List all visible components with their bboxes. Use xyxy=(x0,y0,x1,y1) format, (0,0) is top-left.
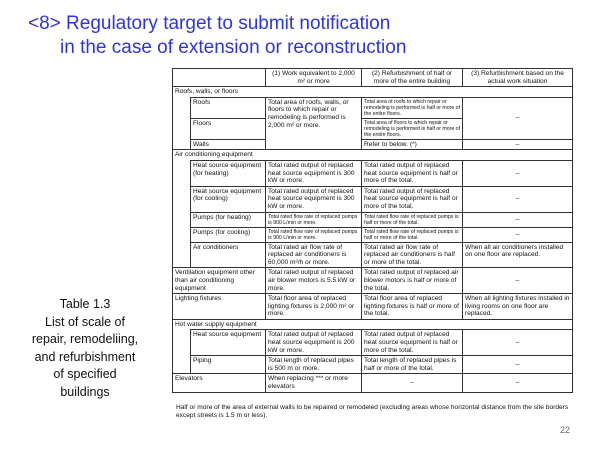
hw-heat-col1: Total rated output of replaced heat source equipment is 200 kW or more. xyxy=(266,330,362,356)
piping-col3: – xyxy=(463,356,573,374)
elevators-col1: When replacing *** or more elevators xyxy=(266,374,362,392)
header-col1: (1) Work equivalent to 2,000 m² or more xyxy=(266,69,362,87)
row-label-piping: Piping xyxy=(191,356,266,374)
table-row xyxy=(173,294,573,320)
air-cond-col1: Total rated air flow rate of replaced air conditioners is 60,000 m³/h or more. xyxy=(266,242,362,268)
vent-col3: – xyxy=(463,268,573,294)
row-label-roofs: Roofs xyxy=(191,97,266,118)
table-row xyxy=(173,242,573,268)
regulation-table xyxy=(172,68,573,393)
roofs-col2: Total area of roofs to which repair or remodeling is performed is half or more of the entire floors. xyxy=(362,97,463,118)
pumps-heating-col1: Total rated flow rate of replaced pumps is 900 L/min or more. xyxy=(266,212,362,227)
indent-cell xyxy=(173,118,191,139)
indent-cell xyxy=(173,356,191,374)
slide-title xyxy=(28,12,406,60)
row-label-heat-cooling: Heat source equipment (for cooling) xyxy=(191,186,266,212)
walls-col3: – xyxy=(463,139,573,150)
vent-col1: Total rated output of replaced air blower motors is 5.5 kW or more. xyxy=(266,268,362,294)
section-hot-water: Hot water supply equipment xyxy=(173,319,573,330)
row-label-hw-heat: Heat source equipment xyxy=(191,330,266,356)
indent-cell xyxy=(173,97,191,118)
pumps-cooling-col1: Total rated flow rate of replaced pumps is 900 L/min or more. xyxy=(266,227,362,242)
table-footnote: Half or more of the area of external walls to be repaired or remodeled (excluding areas whose horizontal distance from the site borders except streets is 1.5 m or less). xyxy=(176,404,569,419)
section-roofs-walls-floors: Roofs, walls, or floors xyxy=(173,87,573,98)
heat-cooling-col3: – xyxy=(463,186,573,212)
pumps-cooling-col3: – xyxy=(463,227,573,242)
caption-line-2: List of scale of xyxy=(45,314,125,329)
table-row xyxy=(173,212,573,227)
table-row xyxy=(173,160,573,186)
indent-cell xyxy=(173,330,191,356)
caption-line-1: Table 1.3 xyxy=(59,297,111,311)
table-row xyxy=(173,227,573,242)
heat-heating-col3: – xyxy=(463,160,573,186)
pumps-heating-col2: Total rated flow rate of replaced pumps is half or more of the total. xyxy=(362,212,463,227)
section-row-roofs xyxy=(173,87,573,98)
air-cond-col3: When all air conditioners installed on one floor are replaced. xyxy=(463,242,573,268)
indent-cell xyxy=(173,186,191,212)
lighting-col2: Total floor area of replaced lighting fixtures is half or more of the total. xyxy=(362,294,463,320)
row-label-pumps-heating: Pumps (for heating) xyxy=(191,212,266,227)
table-row xyxy=(173,330,573,356)
roofs-col1: Total area of roofs, walls, or floors to which repair or remodeling is performed is 2,000 m² or more. xyxy=(266,97,362,150)
row-label-pumps-cooling: Pumps (for cooling) xyxy=(191,227,266,242)
heat-heating-col2: Total rated output of replaced heat source equipment is half or more of the total. xyxy=(362,160,463,186)
section-air-conditioning: Air conditioning equipment xyxy=(173,150,573,161)
page-number: 22 xyxy=(559,425,570,435)
caption-line-5: of specified xyxy=(53,367,117,381)
caption-line-6: buildings xyxy=(60,384,110,399)
pumps-cooling-col2: Total rated flow rate of replaced pumps is half or more of the total. xyxy=(362,227,463,242)
header-col2: (2) Refurbishment of half or more of the entire building xyxy=(362,69,463,87)
row-label-air-conditioners: Air conditioners xyxy=(191,242,266,268)
row-label-lighting: Lighting fixtures xyxy=(173,294,266,320)
row-label-heat-heating: Heat source equipment (for heating) xyxy=(191,160,266,186)
header-blank xyxy=(173,69,266,87)
indent-cell xyxy=(173,242,191,268)
walls-col2: Refer to below. (*) xyxy=(362,139,463,150)
row-label-walls: Walls xyxy=(191,139,266,150)
caption-line-3: repair, remodeliing, xyxy=(31,332,139,346)
vent-col2: Total rated output of replaced air blower motors is half or more of the total. xyxy=(362,268,463,294)
table-row xyxy=(173,97,573,118)
table-row xyxy=(173,374,573,392)
piping-col2: Total length of replaced pipes is half or more of the total. xyxy=(362,356,463,374)
hw-heat-col2: Total rated output of replaced heat source equipment is half or more of the total. xyxy=(362,330,463,356)
heat-cooling-col2: Total rated output of replaced heat source equipment is half or more of the total. xyxy=(362,186,463,212)
section-row-ac xyxy=(173,150,573,161)
indent-cell xyxy=(173,139,191,150)
caption-line-4: and refurbishment xyxy=(34,349,136,364)
lighting-col1: Total floor area of replaced lighting fixtures is 2,000 m² or more. xyxy=(266,294,362,320)
table-row xyxy=(173,186,573,212)
table-row xyxy=(173,268,573,294)
elevators-col3: – xyxy=(463,374,573,392)
hw-heat-col3: – xyxy=(463,330,573,356)
title-line-2: in the case of extension or reconstruction xyxy=(60,37,407,58)
table-header-row xyxy=(173,69,573,87)
title-line-1: <8> Regulatory target to submit notification xyxy=(28,13,391,34)
header-col3: (3) Refurbishment based on the actual work situation xyxy=(463,69,573,87)
piping-col1: Total length of replaced pipes is 500 m or more. xyxy=(266,356,362,374)
pumps-heating-col3: – xyxy=(463,212,573,227)
roofs-col3: – xyxy=(463,97,573,139)
row-label-elevators: Elevators xyxy=(173,374,266,392)
elevators-col2: – xyxy=(362,374,463,392)
table-caption xyxy=(6,296,164,401)
table-row xyxy=(173,139,573,150)
row-label-floors: Floors xyxy=(191,118,266,139)
floors-col2: Total area of floors to which repair or remodeling is performed is half or more of the entire floors. xyxy=(362,118,463,139)
heat-cooling-col1: Total rated output of replaced heat source equipment is 300 kW or more. xyxy=(266,186,362,212)
heat-heating-col1: Total rated output of replaced heat source equipment is 300 kW or more. xyxy=(266,160,362,186)
indent-cell xyxy=(173,160,191,186)
indent-cell xyxy=(173,212,191,227)
lighting-col3: When all lighting fixtures installed in living rooms on one floor are replaced. xyxy=(463,294,573,320)
section-row-hot-water xyxy=(173,319,573,330)
table-row xyxy=(173,356,573,374)
indent-cell xyxy=(173,227,191,242)
air-cond-col2: Total rated air flow rate of replaced air conditioners is half or more of the total. xyxy=(362,242,463,268)
row-label-ventilation: Ventilation equipment other than air conditioning equipment xyxy=(173,268,266,294)
